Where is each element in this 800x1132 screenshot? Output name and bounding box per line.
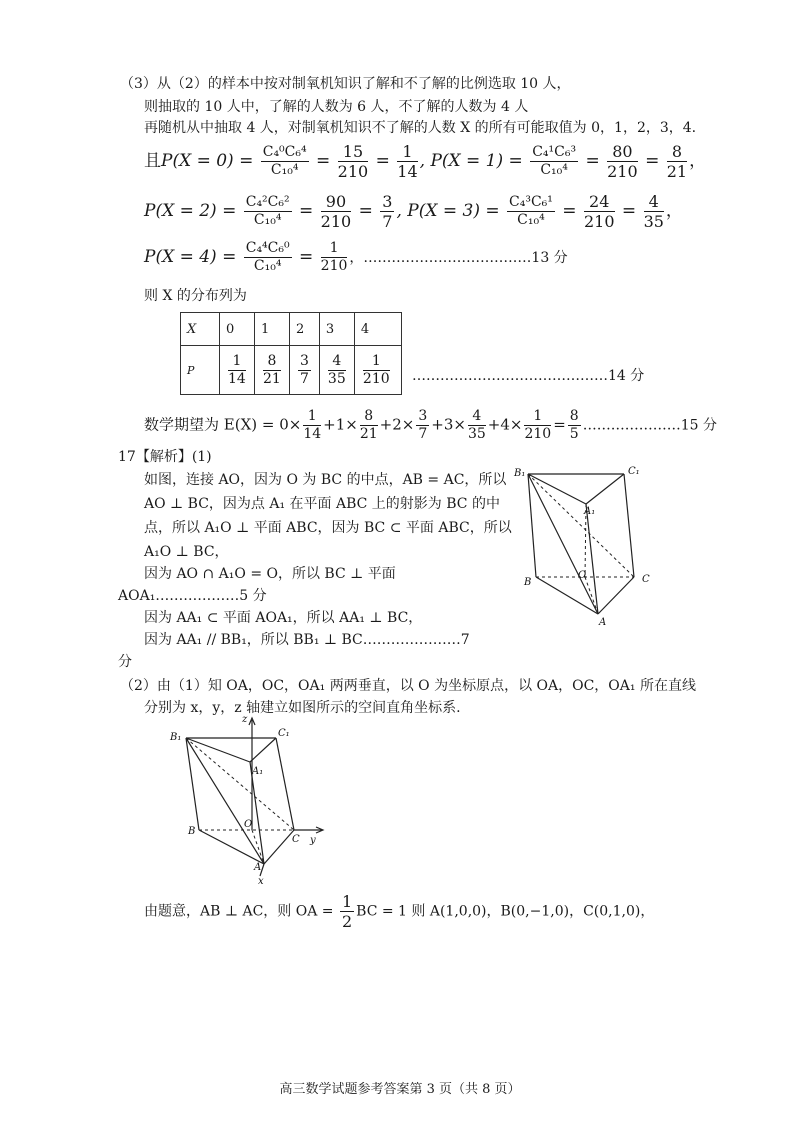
coord-prefix: 由题意，AB ⊥ AC，则 OA =: [144, 903, 334, 920]
score-15: …………………15 分: [582, 417, 717, 434]
q17-part2-line2: 分别为 x，y，z 轴建立如图所示的空间直角坐标系.: [144, 700, 461, 716]
table-cell: 2: [290, 313, 320, 346]
edge-C1C: [624, 474, 634, 577]
q17-line2: AO ⊥ BC，因为点 A₁ 在平面 ABC 上的射影为 BC 的中: [144, 496, 500, 512]
label-C1: C₁: [628, 466, 640, 477]
eq-prefix: 且: [144, 151, 161, 171]
label-C1: C₁: [278, 728, 290, 739]
coord-suffix: BC = 1 则 A(1,0,0)，B(0,−1,0)，C(0,1,0)，: [356, 903, 655, 920]
table-row: [181, 346, 402, 395]
edge-A1C1: [250, 738, 276, 762]
dist-intro: 则 X 的分布列为: [144, 288, 247, 304]
table-cell: 0: [220, 313, 255, 346]
table-cell: 3: [319, 313, 354, 346]
px2-frac2: $\frac{3}{7}$: [382, 192, 393, 231]
dashed-B1C: [528, 474, 634, 577]
part3-line2: 则抽取的 10 人中，了解的人数为 6 人，不了解的人数为 4 人: [144, 99, 529, 115]
q17-line9: 分: [118, 654, 132, 670]
prism-axes-figure: [164, 712, 344, 884]
px0-comb-frac: $\frac{\text{C₄⁰C₆⁴}}{\text{C₁₀⁴}}$: [262, 144, 307, 178]
px2-frac1: $\frac{90}{210}$: [320, 192, 352, 231]
q17-line5: 因为 AO ∩ A₁O = O，所以 BC ⊥ 平面: [144, 566, 396, 582]
edge-AC: [598, 577, 634, 614]
px2-comb-frac: $\frac{\text{C₄²C₆²}}{\text{C₁₀⁴}}$: [245, 194, 290, 228]
edge-A1C1: [586, 474, 624, 504]
label-B1: B₁: [170, 732, 182, 743]
edge-A1A: [586, 504, 598, 614]
half-frac: $\frac{1}{2}$: [341, 892, 353, 931]
px4-comb-frac: $\frac{\text{C₄⁴C₆⁰}}{\text{C₁₀⁴}}$: [245, 240, 290, 274]
q17-line3: 点，所以 A₁O ⊥ 平面 ABC，因为 BC ⊂ 平面 ABC，所以: [144, 520, 512, 536]
label-A1: A₁: [252, 766, 264, 777]
label-B1: B₁: [514, 468, 526, 479]
label-B: B: [188, 826, 196, 837]
px1-lhs: , P(X = 1) =: [419, 151, 523, 171]
px1-frac1: $\frac{80}{210}$: [607, 142, 638, 181]
table-cell: 1: [255, 313, 290, 346]
q17-heading: 17【解析】(1): [118, 449, 212, 465]
label-z: z: [242, 714, 248, 725]
px1-comb-frac: $\frac{\text{C₄¹C₆³}}{\text{C₁₀⁴}}$: [532, 144, 577, 178]
prob-eq-row1: 且P(X = 0) = $\frac{\text{C₄⁰C₆⁴}}{\text{C₁₀⁴}}$ = $\frac{15}{210}$ = $\frac{1}{14}$ , P(X = 1) = $\frac{\text{C₄¹C₆³}}{\text{C₁₀⁴}}$ = $\frac{80}{210}$ = $\frac{8}{21}$ ，: [144, 142, 707, 181]
table-cell: $\frac{8}{21}$: [255, 346, 290, 395]
edge-C1C: [276, 738, 294, 830]
label-y: y: [310, 835, 316, 846]
edge-AC: [264, 830, 294, 864]
px0-frac2: $\frac{1}{14}$: [397, 142, 418, 181]
label-B: B: [524, 577, 532, 588]
distribution-table: [180, 312, 402, 395]
px0-frac1: $\frac{15}{210}$: [337, 142, 369, 181]
table-cell: 4: [354, 313, 401, 346]
score-14: ……………………………………14 分: [412, 368, 645, 384]
table-cell: $\frac{1}{14}$: [220, 346, 255, 395]
px2-lhs: P(X = 2) =: [144, 201, 237, 221]
q17-line1: 如图，连接 AO，因为 O 为 BC 的中点，AB = AC，所以: [144, 472, 507, 488]
edge-B1A1: [186, 738, 250, 762]
part3-line1: （3）从（2）的样本中按对制氧机知识了解和不了解的比例选取 10 人，: [120, 76, 571, 92]
table-cell: $\frac{1}{210}$: [354, 346, 401, 395]
q17-line6: AOA₁………………5 分: [118, 588, 267, 604]
table-cell: X: [181, 313, 220, 346]
label-C: C: [292, 834, 300, 845]
prob-eq-row3: P(X = 4) = $\frac{\text{C₄⁴C₆⁰}}{\text{C₁₀⁴}}$ = $\frac{1}{210}$ ，………………………………13 分: [144, 240, 568, 274]
page-footer: 高三数学试题参考答案第 3 页（共 8 页）: [279, 1082, 521, 1097]
table-row: [181, 313, 402, 346]
px4-lhs: P(X = 4) =: [144, 247, 237, 267]
label-A: A: [254, 862, 262, 873]
q17-line7: 因为 AA₁ ⊂ 平面 AOA₁，所以 AA₁ ⊥ BC，: [144, 610, 423, 626]
table-cell: $\frac{3}{7}$: [290, 346, 320, 395]
coordinates-line: [144, 892, 654, 931]
px3-frac2: $\frac{4}{35}$: [643, 192, 664, 231]
table-cell: P: [181, 346, 220, 395]
expectation-line: 数学期望为 E(X) = 0× $\frac{1}{14}$ +1× $\frac{8}{21}$ +2× $\frac{3}{7}$ +3× $\frac{4}{35}$ +4× $\frac{1}{210}$ = $\frac{8}{5}$ …………………15 分: [144, 408, 717, 442]
part3-line3: 再随机从中抽取 4 人，对制氧机知识不了解的人数 X 的所有可能取值为 0，1，2，3，4.: [144, 120, 697, 136]
px1-frac2: $\frac{8}{21}$: [666, 142, 688, 181]
dashed-B1C: [186, 738, 294, 830]
prob-eq-row2: P(X = 2) = $\frac{\text{C₄²C₆²}}{\text{C₁₀⁴}}$ = $\frac{90}{210}$ = $\frac{3}{7}$ , P(X = 3) = $\frac{\text{C₄³C₆¹}}{\text{C₁₀⁴}}$ = $\frac{24}{210}$ = $\frac{4}{35}$ ，: [144, 192, 683, 231]
label-O: O: [244, 819, 253, 830]
label-C: C: [642, 574, 650, 585]
q17-part2-line1: （2）由（1）知 OA，OC，OA₁ 两两垂直，以 O 为坐标原点，以 OA，OC，OA₁ 所在直线: [120, 678, 696, 694]
px3-frac1: $\frac{24}{210}$: [583, 192, 615, 231]
edge-B1B: [186, 738, 199, 830]
label-O: O: [578, 570, 587, 581]
q17-line8: 因为 AA₁ // BB₁，所以 BB₁ ⊥ BC…………………7: [144, 632, 470, 648]
edge-BA: [199, 830, 264, 864]
table-cell: $\frac{4}{35}$: [319, 346, 354, 395]
px0-lhs: P(X = 0) =: [161, 151, 254, 171]
score-13: ，………………………………13 分: [349, 250, 568, 266]
px3-comb-frac: $\frac{\text{C₄³C₆¹}}{\text{C₁₀⁴}}$: [509, 194, 553, 228]
px4-frac1: $\frac{1}{210}$: [320, 240, 348, 274]
label-A: A: [599, 617, 607, 628]
q17-line4: A₁O ⊥ BC，: [144, 544, 229, 560]
edge-B1A1: [528, 474, 586, 504]
px3-lhs: , P(X = 3) =: [396, 201, 500, 221]
edge-B1B: [528, 474, 536, 577]
label-A1: A₁: [584, 506, 596, 517]
label-x: x: [258, 876, 264, 884]
prism-figure: [506, 462, 676, 632]
exp-prefix: 数学期望为 E(X) = 0×: [144, 415, 302, 434]
